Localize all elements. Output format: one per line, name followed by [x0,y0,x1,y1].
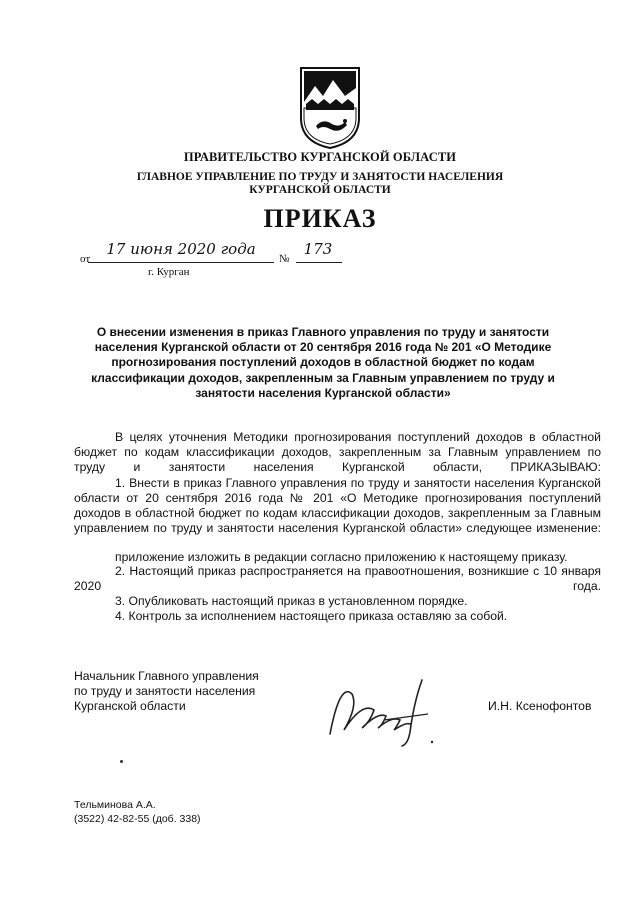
signatory-title-line3: Курганской области [74,699,186,713]
item-1-paragraph: 1. Внести в приказ Главного управления по труду и занятости населения Курганской области от 20 сентября 2016 года № 201 «О Методике прогнозирования поступлений доходов в областной бюджет по кодам классификации доходов, закрепленным за Главным управлением по труду и занятости населения Курганской области» следующее изменение: [74,476,601,535]
signatory-title-line2: по труду и занятости населения [74,684,256,698]
executor-phone: (3522) 42-82-55 (доб. 338) [74,813,201,825]
order-number-handwritten-value: 173 [303,240,333,258]
item-4-paragraph: 4. Контроль за исполнением настоящего приказа оставляю за собой. [115,609,508,623]
item-1-subparagraph: приложение изложить в редакции согласно приложению к настоящему приказу. [115,550,568,564]
department-name-line1: ГЛАВНОЕ УПРАВЛЕНИЕ ПО ТРУДУ И ЗАНЯТОСТИ НАСЕЛЕНИЯ [136,171,504,183]
government-name: ПРАВИТЕЛЬСТВО КУРГАНСКОЙ ОБЛАСТИ [183,150,457,164]
order-subject: О внесении изменения в приказ Главного управления по труду и занятости населения Курганской области от 20 сентября 2016 года № 201 «О Методике прогнозирования поступлений доходов в областной бюджет по кодам классификации доходов, закрепленным за Главным управлением по труду и занятости населения Курганской области» [91,325,555,400]
date-label: от [80,253,91,265]
stray-mark [120,760,123,763]
handwritten-signature-icon [322,672,442,752]
signatory-name: И.Н. Ксенофонтов [488,699,592,713]
coat-of-arms-icon [299,66,361,150]
city-label: г. Курган [148,266,190,278]
date-handwritten-value: 17 июня 2020 года [106,240,256,258]
preamble-paragraph: В целях уточнения Методики прогнозирования поступлений доходов в областной бюджет по кодам классификации доходов, закрепленным за Главным управлением по труду и занятости населения Курганской области, ПРИКАЗЫВАЮ: [74,430,601,474]
date-underline [88,262,274,263]
item-3-paragraph: 3. Опубликовать настоящий приказ в установленном порядке. [115,594,468,608]
number-label: № [279,253,290,265]
department-name-line2: КУРГАНСКОЙ ОБЛАСТИ [249,184,391,196]
number-underline [296,262,342,263]
signatory-title-line1: Начальник Главного управления [74,669,259,683]
document-type-title: ПРИКАЗ [263,204,377,233]
executor-name: Тельминова А.А. [74,799,156,811]
item-2-paragraph: 2. Настоящий приказ распространяется на правоотношения, возникшие с 10 января 2020 года. [74,564,601,593]
